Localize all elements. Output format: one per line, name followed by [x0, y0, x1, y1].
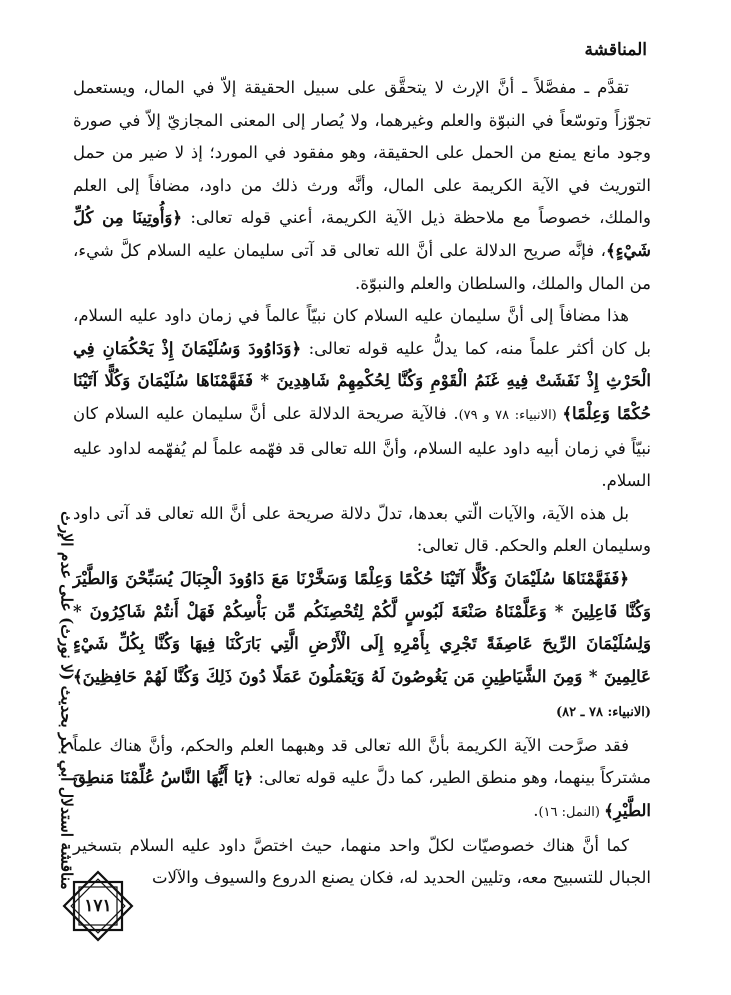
section-heading: المناقشة	[584, 40, 647, 60]
paragraph-tail: .	[533, 801, 539, 821]
verse-reference: (النمل: ١٦)	[538, 805, 605, 821]
body-text	[73, 72, 651, 895]
paragraph-text: تقدَّم ـ مفصَّلاً ـ أنَّ الإرث لا يتحقَّق على سبيل الحقيقة إلاّ في المال، ويستعمل تجوّزاً وتوسّعاً في النبوّة والعلم وغيرهما، ولا يُصار إلى المعنى المجازيّ إلاّ في صورة وجود مانع يمنع من الحمل على الحقيقة، وهو مفقود في المورد؛ إذ لا ضير من حمل التوريث في الآية الكريمة على المال، وأنَّه ورث ذلك من داود، مضافاً إلى العلم والملك، خصوصاً مع ملاحظة ذيل الآية الكريمة، أعني قوله تعالى:	[73, 78, 651, 228]
paragraph-text: هذا مضافاً إلى أنَّ سليمان عليه السلام كان نبيّاً عالماً في زمان داود عليه السلام، بل كان أكثر علماً منه، كما يدلُّ عليه قوله تعالى:	[73, 306, 652, 358]
paragraph-text: كما أنَّ هناك خصوصيّات لكلّ واحد منهما، حيث اختصَّ داود عليه السلام بتسخير الجبال للتسبيح معه، وتليين الحديد له، فكان يصنع الدروع والسيوف والآلات	[73, 835, 651, 888]
page-number: ١٧١	[84, 896, 112, 916]
paragraph-tail: ، فإنَّه صريح الدلالة على أنَّ الله تعالى قد آتى سليمان عليه السلام كلَّ شيء، من المال والملك، والسلطان والعلم والنبوّة.	[73, 240, 651, 293]
quran-verse: ﴿وَأُوتِينَا مِن كُلِّ شَيْءٍ﴾	[73, 208, 651, 260]
paragraph-4	[73, 563, 651, 730]
paragraph-1	[73, 72, 651, 300]
quran-verse: ﴿يَا أَيُّهَا النَّاسُ عُلِّمْنَا مَنطِقَ الطَّيْرِ﴾	[73, 768, 651, 821]
verse-reference: (الانبياء: ٧٨ ـ ٨٢)	[555, 705, 651, 721]
quran-verse: ﴿فَفَهَّمْنَاهَا سُلَيْمَانَ وَكُلًّا آتَيْنَا حُكْمًا وَعِلْمًا وَسَخَّرْنَا مَعَ دَاوُودَ الْجِبَالَ يُسَبِّحْنَ وَالطَّيْرَ وَكُنَّا فَاعِلِينَ * وَعَلَّمْنَاهُ صَنْعَةَ لَبُوسٍ لَّكُمْ لِتُحْصِنَكُم مِّن بَأْسِكُمْ فَهَلْ أَنتُمْ شَاكِرُونَ * وَلِسُلَيْمَانَ الرِّيحَ عَاصِفَةً تَجْرِي بِأَمْرِهِ إِلَى الْأَرْضِ الَّتِي بَارَكْنَا فِيهَا وَكُنَّا بِكُلِّ شَيْءٍ عَالِمِينَ * وَمِنَ الشَّيَاطِينِ مَن يَغُوصُونَ لَهُ وَيَعْمَلُونَ عَمَلًا دُونَ ذَلِكَ وَكُنَّا لَهُمْ حَافِظِينَ﴾	[73, 568, 651, 686]
paragraph-6	[73, 830, 651, 895]
paragraph-3	[73, 498, 651, 563]
verse-reference: (الانبياء: ٧٨ و ٧٩)	[458, 407, 563, 423]
paragraph-tail: . فالآية صريحة الدلالة على أنَّ سليمان عليه السلام كان نبيّاً في زمان أبيه داود عليه السلام، وأنَّ الله تعالى قد فهّمه علماً لم يُفهّمه لداود عليه السلام.	[73, 403, 651, 491]
paragraph-5	[73, 730, 651, 830]
running-title-text: مناقشة استدلال أبي بكر بحديث (لا نورث) على عدم الإرث	[57, 510, 77, 890]
quran-verse: ﴿وَدَاوُودَ وَسُلَيْمَانَ إِذْ يَحْكُمَانِ فِي الْحَرْثِ إِذْ نَفَشَتْ فِيهِ غَنَمُ الْقَوْمِ وَكُنَّا لِحُكْمِهِمْ شَاهِدِينَ * فَفَهَّمْنَاهَا سُلَيْمَانَ وَكُلًّا آتَيْنَا حُكْمًا وَعِلْمًا﴾	[73, 338, 652, 423]
paragraph-text: فقد صرَّحت الآية الكريمة بأنَّ الله تعالى قد وهبهما العلم والحكم، وأنَّ هناك علماً مشتركاً بينهما، وهو منطق الطير، كما دلَّ عليه قوله تعالى:	[73, 735, 651, 788]
running-title	[47, 510, 87, 890]
page-number-badge	[58, 866, 138, 946]
paragraph-text: بل هذه الآية، والآيات الّتي بعدها، تدلّ دلالة صريحة على أنَّ الله تعالى قد آتى داود وسليمان العلم والحكم. قال تعالى:	[73, 503, 651, 556]
paragraph-2	[73, 300, 651, 498]
